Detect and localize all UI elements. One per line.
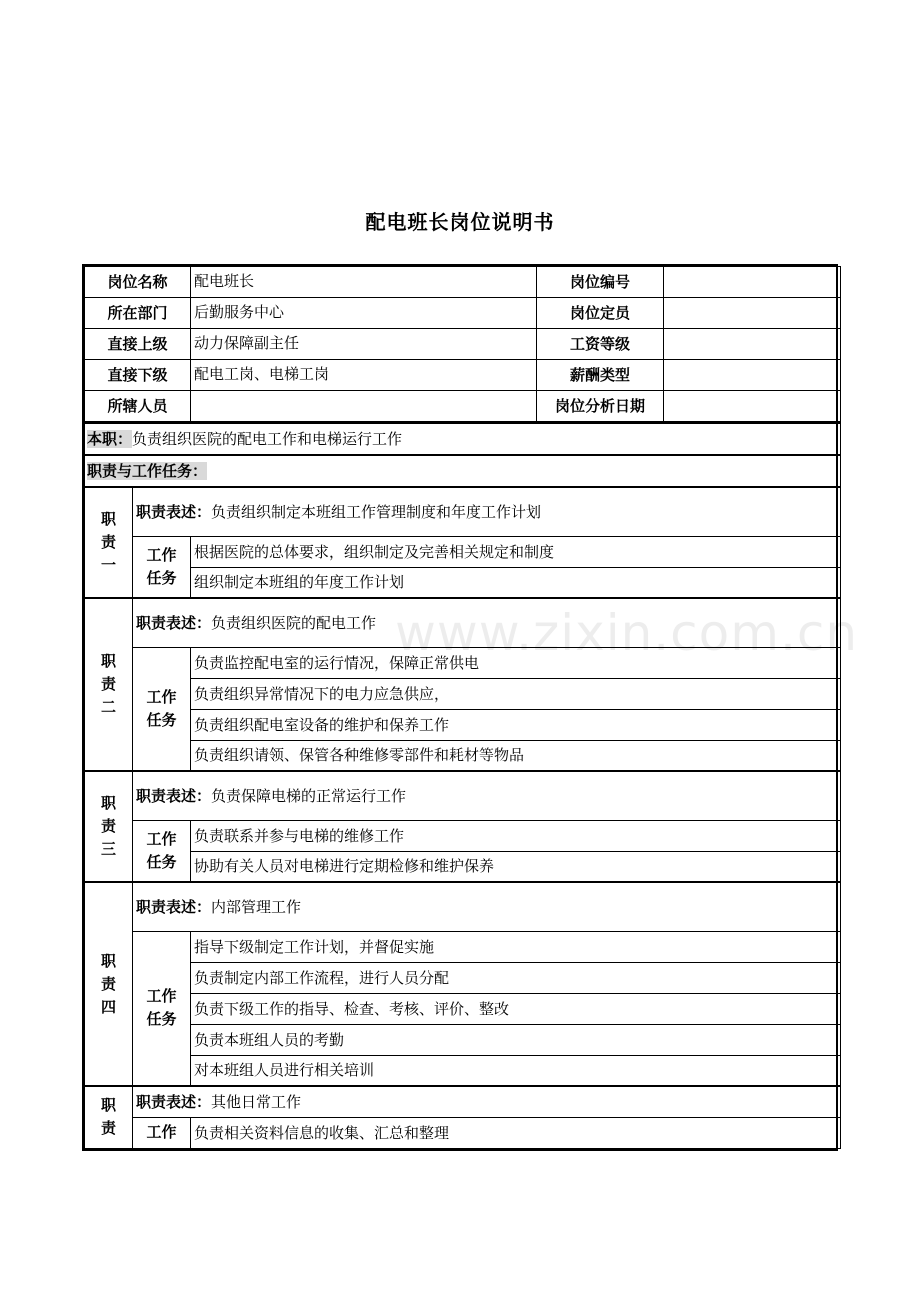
duty-statement-row xyxy=(85,771,841,820)
duty-task-row xyxy=(85,678,841,709)
info-value-2 xyxy=(664,391,841,422)
task-text: 负责本班组人员的考勤 xyxy=(191,1024,841,1055)
benzhi-text: 负责组织医院的配电工作和电梯运行工作 xyxy=(132,430,403,448)
task-label-word: 任务 xyxy=(146,710,177,729)
duty-statement-row xyxy=(85,1086,841,1117)
task-text: 负责下级工作的指导、检查、考核、评价、整改 xyxy=(191,993,841,1024)
duty-statement-label: 职责表述： xyxy=(136,1092,212,1111)
info-label-2: 岗位编号 xyxy=(537,267,664,298)
duty-task-row xyxy=(85,536,841,567)
benzhi-row xyxy=(85,423,841,455)
duties-header-cell xyxy=(85,455,841,487)
duty-task-row xyxy=(85,1024,841,1055)
duty-name-cell xyxy=(85,1086,133,1148)
info-label-2: 岗位定员 xyxy=(537,298,664,329)
duty-statement-label: 职责表述： xyxy=(136,502,212,521)
duty-statement-text: 负责组织医院的配电工作 xyxy=(211,613,377,632)
duties-header-row xyxy=(85,455,841,487)
duty-name-cell xyxy=(85,882,133,1086)
task-label-cell xyxy=(133,820,191,882)
task-label-cell xyxy=(133,931,191,1086)
task-text: 负责组织配电室设备的维护和保养工作 xyxy=(191,709,841,740)
duty-statement-text: 内部管理工作 xyxy=(211,897,302,916)
task-label-cell xyxy=(133,536,191,598)
duty-statement-cell xyxy=(133,598,841,647)
duty-task-row xyxy=(85,931,841,962)
benzhi-cell xyxy=(85,423,841,455)
info-row xyxy=(85,360,841,391)
info-value: 配电班长 xyxy=(191,267,537,298)
duty-statement-text: 其他日常工作 xyxy=(211,1092,302,1111)
duty-task-row xyxy=(85,1117,841,1148)
duty-task-row xyxy=(85,962,841,993)
info-label: 直接下级 xyxy=(85,360,191,391)
duty-name-char: 责 xyxy=(100,1119,116,1138)
info-value: 配电工岗、电梯工岗 xyxy=(191,360,537,391)
info-value: 后勤服务中心 xyxy=(191,298,537,329)
duty-statement-text: 负责保障电梯的正常运行工作 xyxy=(211,786,407,805)
task-label-word: 工作 xyxy=(146,687,177,706)
duty-task-row xyxy=(85,993,841,1024)
duty-name-cell xyxy=(85,487,133,598)
info-row xyxy=(85,391,841,422)
duty-statement-row xyxy=(85,598,841,647)
duty-name-char: 职 xyxy=(100,510,116,528)
task-text: 负责联系并参与电梯的维修工作 xyxy=(191,820,841,851)
task-text: 负责组织请领、保管各种维修零部件和耗材等物品 xyxy=(191,740,841,771)
info-label: 岗位名称 xyxy=(85,267,191,298)
task-text: 负责监控配电室的运行情况，保障正常供电 xyxy=(191,647,841,678)
info-value xyxy=(191,391,537,422)
duty-statement-row xyxy=(85,487,841,536)
duty-name-char: 职 xyxy=(100,1096,116,1115)
duty-name-cell xyxy=(85,598,133,771)
task-text: 负责制定内部工作流程，进行人员分配 xyxy=(191,962,841,993)
task-label-word: 工作 xyxy=(146,829,177,848)
duty-statement-cell xyxy=(133,487,841,536)
duty-name-char: 职 xyxy=(100,652,116,670)
task-label-word: 工作 xyxy=(146,1123,177,1141)
task-text: 负责相关资料信息的收集、汇总和整理 xyxy=(191,1117,841,1148)
info-row xyxy=(85,267,841,298)
watermark-text: www.zixin.com.cn xyxy=(395,604,859,662)
task-label-word: 任务 xyxy=(146,568,177,587)
info-label-2: 岗位分析日期 xyxy=(537,391,664,422)
duty-name-char: 责 xyxy=(100,533,116,551)
duty-statement-cell xyxy=(133,882,841,931)
duty-task-row xyxy=(85,851,841,882)
task-text: 对本班组人员进行相关培训 xyxy=(191,1055,841,1086)
task-text: 组织制定本班组的年度工作计划 xyxy=(191,567,841,598)
task-label-word: 任务 xyxy=(146,852,177,871)
document-title: 配电班长岗位说明书 xyxy=(365,210,555,234)
duty-statement-label: 职责表述： xyxy=(136,786,212,805)
task-text: 指导下级制定工作计划，并督促实施 xyxy=(191,931,841,962)
duty-task-row xyxy=(85,820,841,851)
info-label: 直接上级 xyxy=(85,329,191,360)
info-label-2: 薪酬类型 xyxy=(537,360,664,391)
task-label-word: 工作 xyxy=(146,987,177,1006)
info-value-2 xyxy=(664,298,841,329)
task-label-word: 工作 xyxy=(146,545,177,564)
task-text: 根据医院的总体要求，组织制定及完善相关规定和制度 xyxy=(191,536,841,567)
info-row xyxy=(85,298,841,329)
duty-task-row xyxy=(85,567,841,598)
duty-statement-label: 职责表述： xyxy=(136,613,212,632)
duty-name-char: 四 xyxy=(100,997,116,1016)
task-label-word: 任务 xyxy=(146,1010,177,1029)
info-label: 所在部门 xyxy=(85,298,191,329)
info-value-2 xyxy=(664,360,841,391)
duty-task-row xyxy=(85,647,841,678)
task-label-cell xyxy=(133,647,191,771)
duty-task-row xyxy=(85,1055,841,1086)
info-value-2 xyxy=(664,329,841,360)
duty-statement-cell xyxy=(133,771,841,820)
job-description-table xyxy=(82,264,838,1151)
duty-task-row xyxy=(85,740,841,771)
task-text: 负责组织异常情况下的电力应急供应， xyxy=(191,678,841,709)
info-label-2: 工资等级 xyxy=(537,329,664,360)
duty-statement-row xyxy=(85,882,841,931)
duty-name-char: 职 xyxy=(100,794,116,812)
duty-statement-cell xyxy=(133,1086,841,1117)
duty-name-char: 职 xyxy=(100,951,116,970)
info-row xyxy=(85,329,841,360)
duty-statement-text: 负责组织制定本班组工作管理制度和年度工作计划 xyxy=(211,502,542,521)
duty-name-char: 一 xyxy=(100,556,116,574)
duty-task-row xyxy=(85,709,841,740)
task-label-cell xyxy=(133,1117,191,1148)
info-value: 动力保障副主任 xyxy=(191,329,537,360)
info-value-2 xyxy=(664,267,841,298)
duty-name-char: 责 xyxy=(100,817,116,835)
duty-name-char: 三 xyxy=(100,840,116,858)
duty-name-char: 责 xyxy=(100,974,116,993)
duty-name-cell xyxy=(85,771,133,882)
task-text: 协助有关人员对电梯进行定期检修和维护保养 xyxy=(191,851,841,882)
info-label: 所辖人员 xyxy=(85,391,191,422)
duties-header: 职责与工作任务： xyxy=(87,462,208,480)
duty-statement-label: 职责表述： xyxy=(136,897,212,916)
benzhi-label: 本职： xyxy=(87,430,133,448)
duty-name-char: 二 xyxy=(100,698,116,716)
duty-name-char: 责 xyxy=(100,675,116,693)
